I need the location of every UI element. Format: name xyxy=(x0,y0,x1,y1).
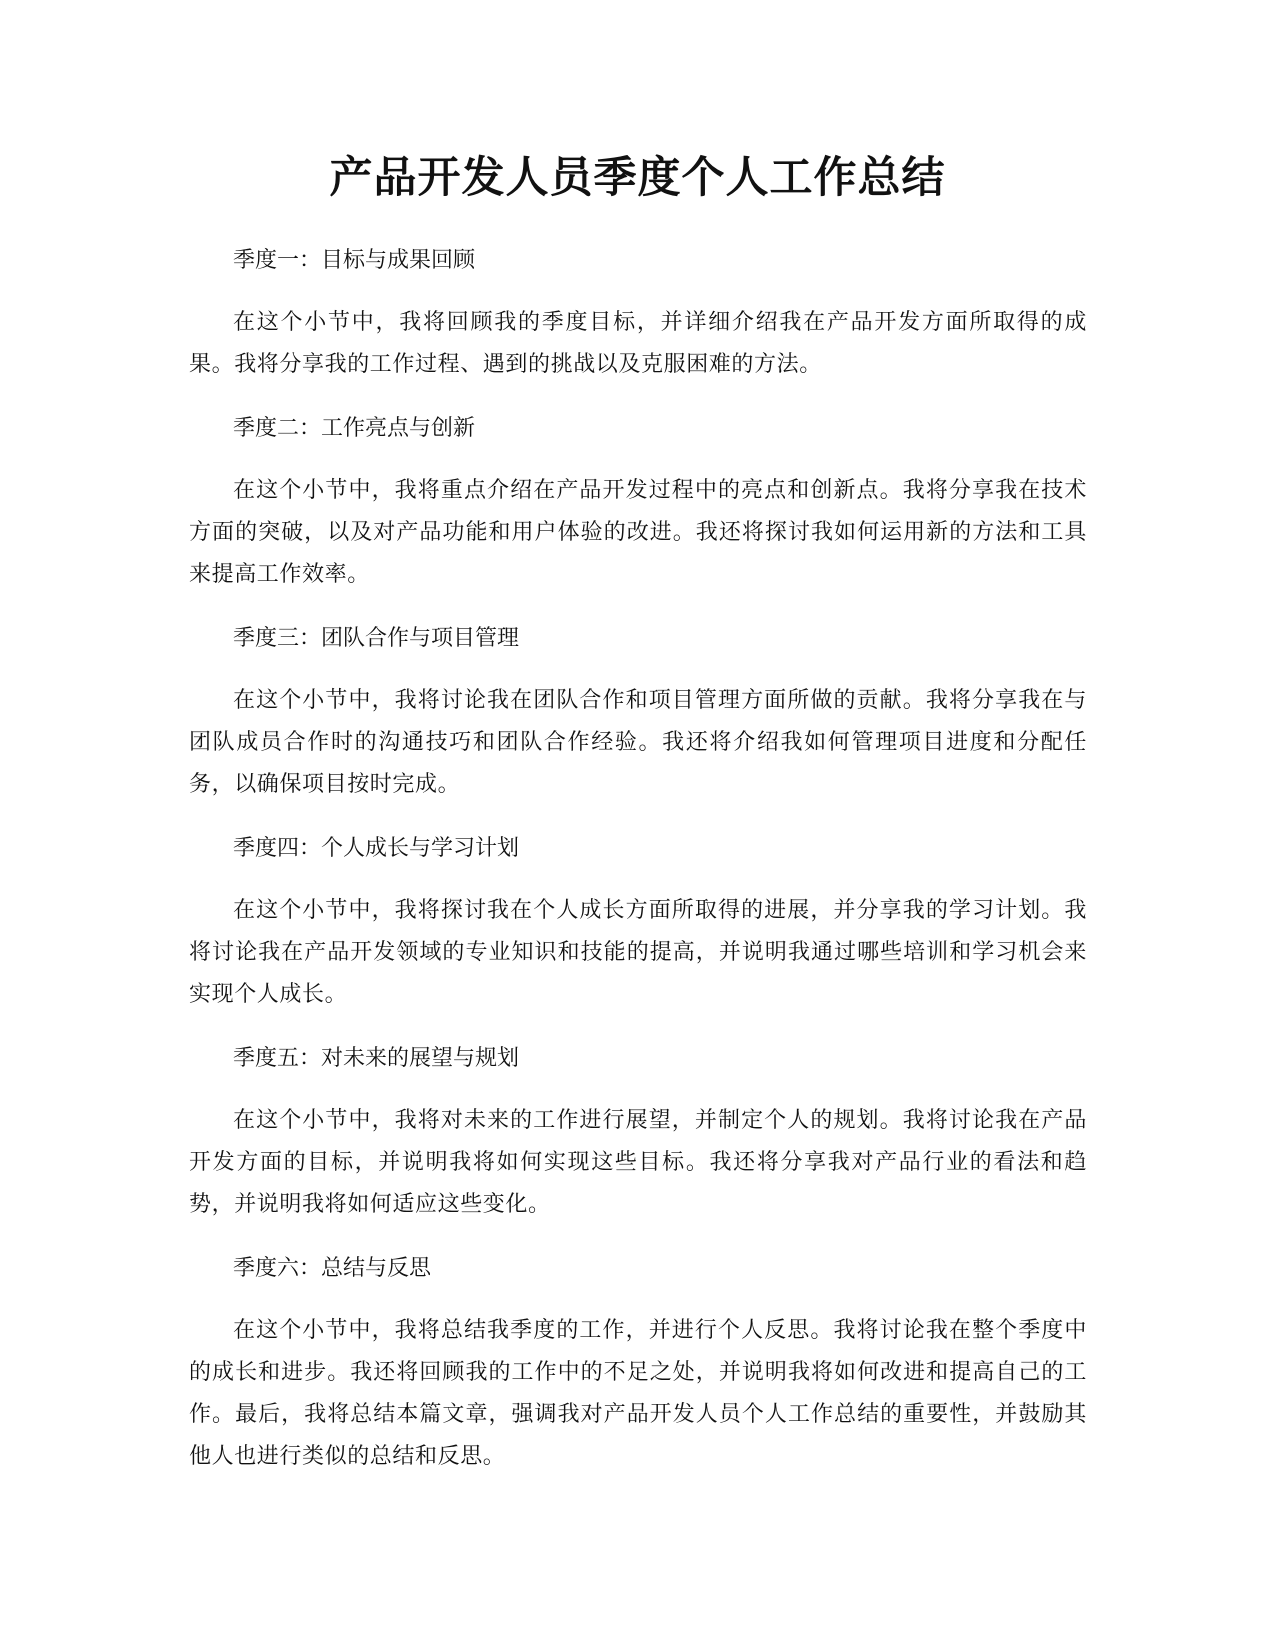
section-body-2: 在这个小节中，我将重点介绍在产品开发过程中的亮点和创新点。我将分享我在技术方面的突破，以及对产品功能和用户体验的改进。我还将探讨我如何运用新的方法和工具来提高工作效率。 xyxy=(189,478,1087,587)
section-heading-1: 季度一：目标与成果回顾 xyxy=(233,248,476,273)
section-body-6: 在这个小节中，我将总结我季度的工作，并进行个人反思。我将讨论我在整个季度中的成长和进步。我还将回顾我的工作中的不足之处，并说明我将如何改进和提高自己的工作。最后，我将总结本篇文章，强调我对产品开发人员个人工作总结的重要性，并鼓励其他人也进行类似的总结和反思。 xyxy=(189,1318,1087,1469)
section-heading-5: 季度五：对未来的展望与规划 xyxy=(233,1046,520,1071)
section-heading-2: 季度二：工作亮点与创新 xyxy=(233,416,476,441)
section-heading-3: 季度三：团队合作与项目管理 xyxy=(233,626,520,651)
section-body-5: 在这个小节中，我将对未来的工作进行展望，并制定个人的规划。我将讨论我在产品开发方面的目标，并说明我将如何实现这些目标。我还将分享我对产品行业的看法和趋势，并说明我将如何适应这些变化。 xyxy=(189,1108,1087,1217)
section-body-4: 在这个小节中，我将探讨我在个人成长方面所取得的进展，并分享我的学习计划。我将讨论我在产品开发领域的专业知识和技能的提高，并说明我通过哪些培训和学习机会来实现个人成长。 xyxy=(189,898,1087,1007)
document-title: 产品开发人员季度个人工作总结 xyxy=(329,153,946,203)
document-content xyxy=(189,240,1087,1500)
section-body-1: 在这个小节中，我将回顾我的季度目标，并详细介绍我在产品开发方面所取得的成果。我将分享我的工作过程、遇到的挑战以及克服困难的方法。 xyxy=(189,310,1087,377)
section-heading-4: 季度四：个人成长与学习计划 xyxy=(233,836,520,861)
section-heading-6: 季度六：总结与反思 xyxy=(233,1256,432,1281)
section-body-3: 在这个小节中，我将讨论我在团队合作和项目管理方面所做的贡献。我将分享我在与团队成员合作时的沟通技巧和团队合作经验。我还将介绍我如何管理项目进度和分配任务，以确保项目按时完成。 xyxy=(189,688,1087,797)
